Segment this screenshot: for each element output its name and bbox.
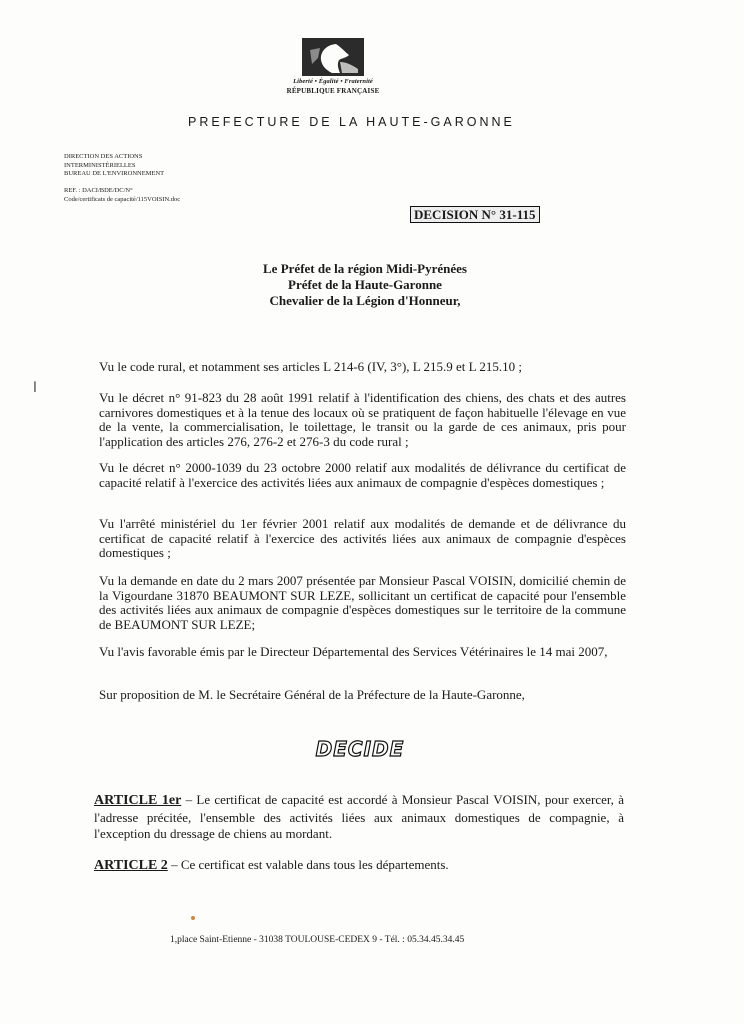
authority-block [200, 261, 530, 309]
article-2-text: – Ce certificat est valable dans tous les départements. [167, 857, 449, 872]
prefecture-title: PREFECTURE DE LA HAUTE-GARONNE [188, 115, 515, 129]
article-1-text: – Le certificat de capacité est accordé à Monsieur Pascal VOISIN, pour exercer, à l'adresse précitée, l'ensemble des activités liées aux animaux domestiques de compagnie, à l'exception du dressage de chiens au mordant. [94, 792, 624, 841]
footer-address: 1,place Saint-Etienne - 31038 TOULOUSE-CEDEX 9 - Tél. : 05.34.45.34.45 [170, 935, 465, 945]
consideration-4: Vu l'arrêté ministériel du 1er février 2001 relatif aux modalités de demande et de délivrance du certificat de capacité relatif à l'exercice des activités liées aux animaux de compagnie d'espèces domestiques ; [99, 516, 626, 561]
service-line-1: DIRECTION DES ACTIONS [64, 153, 143, 160]
article-1 [94, 792, 624, 843]
consideration-7: Sur proposition de M. le Secrétaire Général de la Préfecture de la Haute-Garonne, [99, 687, 525, 702]
service-line-2: INTERMINISTÉRIELLES [64, 161, 136, 169]
article-2 [94, 857, 624, 875]
decision-number: DECISION N° 31-115 [410, 206, 540, 223]
republic-motto: Liberté • Égalité • Fraternité [293, 78, 373, 85]
authority-line-1: Le Préfet de la région Midi-Pyrénées [263, 261, 467, 276]
reference-block [64, 187, 180, 204]
consideration-6: Vu l'avis favorable émis par le Directeur Départemental des Services Vétérinaires le 14 mai 2007, [99, 644, 608, 659]
article-2-label: ARTICLE 2 [94, 858, 168, 873]
scan-mark: ﺍ [33, 381, 37, 396]
service-block [64, 153, 164, 179]
consideration-1: Vu le code rural, et notamment ses articles L 214-6 (IV, 3°), L 215.9 et L 215.10 ; [99, 359, 522, 374]
republique-francaise: RÉPUBLIQUE FRANÇAISE [286, 87, 380, 95]
authority-line-3: Chevalier de la Légion d'Honneur, [269, 293, 461, 308]
consideration-5: Vu la demande en date du 2 mars 2007 présentée par Monsieur Pascal VOISIN, domicilié chemin de la Vigourdane 31870 BEAUMONT SUR LEZE, sollicitant un certificat de capacité pour l'ensemble des activités liées aux animaux de compagnie d'espèces domestiques sur le territoire de la commune de BEAUMONT SUR LEZE; [99, 573, 626, 632]
decide-heading: DECIDE [315, 737, 405, 761]
marianne-logo [283, 38, 383, 95]
authority-line-2: Préfet de la Haute-Garonne [288, 277, 442, 292]
scan-speck [191, 916, 195, 920]
reference-file: Code/certificats de capacité/115VOISIN.doc [64, 195, 181, 203]
consideration-3: Vu le décret n° 2000-1039 du 23 octobre 2000 relatif aux modalités de délivrance du certificat de capacité relatif à l'exercice des activités liées aux animaux de compagnie d'espèces domestiques ; [99, 460, 626, 490]
service-line-3: BUREAU DE L'ENVIRONNEMENT [64, 170, 165, 177]
article-1-label: ARTICLE 1er [94, 793, 182, 808]
reference-number: REF. : DACI/BDE/DC/N° [64, 187, 133, 194]
consideration-2: Vu le décret n° 91-823 du 28 août 1991 relatif à l'identification des chiens, des chats et des autres carnivores domestiques et à la tenue des locaux où se pratiquent de façon habituelle l'élevage en vue de la vente, la commercialisation, le toilettage, le transit ou la garde de ces animaux, pris pour l'application des articles 276, 276-2 et 276-3 du code rural ; [99, 390, 626, 449]
marianne-emblem-icon [302, 38, 364, 76]
